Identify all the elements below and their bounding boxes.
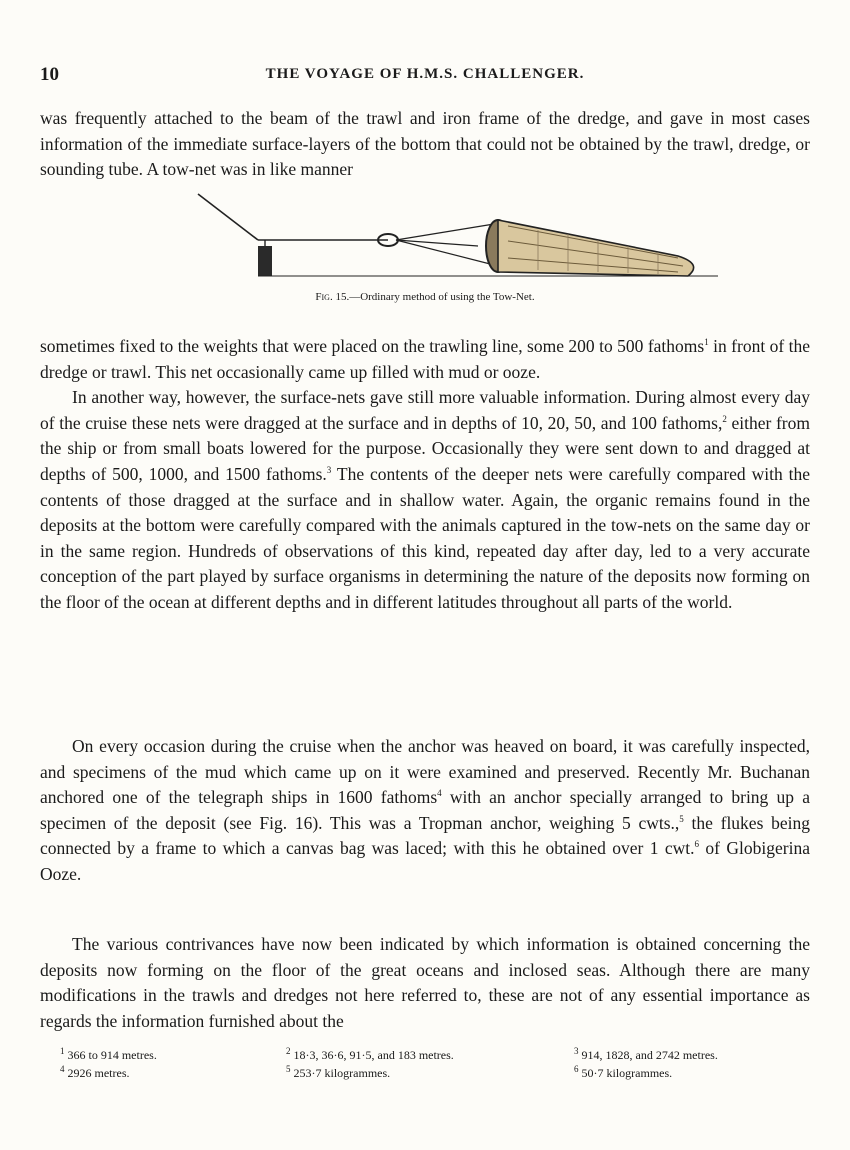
figure-label: Fig. 15. bbox=[315, 291, 350, 303]
paragraph-text: was frequently attached to the beam of the trawl and iron frame of the dredge, and gave in most cases information of the immediate surface-layers of the bottom that could not be obtained by the trawl, dredge, or sounding tube. A tow-net was in like manner bbox=[40, 108, 810, 180]
figure-caption bbox=[40, 291, 810, 303]
paragraph-text: sometimes fixed to the weights that were placed on the trawling line, some 200 to 500 fathoms$^1$ in front of the dredge or trawl. This net occasionally came up filled with mud or ooze. bbox=[40, 336, 810, 382]
body-paragraph-2 bbox=[40, 334, 810, 616]
page-header bbox=[40, 64, 810, 88]
footnote-row bbox=[40, 1064, 810, 1082]
body-paragraph-1 bbox=[40, 106, 810, 183]
footnote: $^5$ 253·7 kilogrammes. bbox=[286, 1064, 391, 1080]
body-paragraph-4 bbox=[40, 734, 810, 888]
footnote-row bbox=[40, 1046, 810, 1064]
paragraph-text: The various contrivances have now been indicated by which information is obtained concerning the deposits now forming on the floor of the great oceans and inclosed seas. Although there are many modifications in the trawls and dredges not here referred to, these are not of any essential importance as regards the information furnished about the bbox=[40, 934, 810, 1031]
footnote: $^4$ 2926 metres. bbox=[60, 1064, 130, 1080]
footnote: $^1$ 366 to 914 metres. bbox=[60, 1046, 157, 1062]
tow-net-illustration bbox=[158, 186, 718, 286]
paragraph-text: On every occasion during the cruise when the anchor was heaved on board, it was carefully inspected, and specimens of the mud which came up on it were examined and preserved. Recently Mr. Buchanan anchored one of the telegraph ships in 1600 fathoms$^4$ with an anchor specially arranged to bring up a specimen of the deposit (see Fig. 16). This was a Tropman anchor, weighing 5 cwts.,$^5$ the flukes being connected by a frame to which a canvas bag was laced; with this he obtained over 1 cwt.$^6$ of Globigerina Ooze. bbox=[40, 736, 810, 884]
footnotes bbox=[40, 1046, 810, 1082]
figure-caption-text: —Ordinary method of using the Tow-Net. bbox=[349, 291, 535, 303]
footnote: $^6$ 50·7 kilogrammes. bbox=[574, 1064, 673, 1080]
paragraph-text: In another way, however, the surface-nets gave still more valuable information. During almost every day of the cruise these nets were dragged at the surface and in depths of 10, 20, 50, and 100 fathoms,$^2$ either from the ship or from small boats lowered for the purpose. Occasionally they were sent down to and dragged at depths of 500, 1000, and 1500 fathoms.$^3$ The contents of the deeper nets were carefully compared with the contents of those dragged at the surface and in shallow water. Again, the organic remains found in the deposits at the bottom were carefully compared with the animals captured in the tow-nets on the same day or in the same region. Hundreds of observations of this kind, repeated day after day, led to a very accurate conception of the part played by surface organisms in determining the nature of the deposits now forming on the floor of the ocean at different depths and in different latitudes throughout all parts of the world. bbox=[40, 387, 810, 612]
footnote: $^2$ 18·3, 36·6, 91·5, and 183 metres. bbox=[286, 1046, 454, 1062]
body-paragraph-5 bbox=[40, 932, 810, 1034]
running-head: THE VOYAGE OF H.M.S. CHALLENGER. bbox=[265, 66, 585, 82]
tow-net-figure bbox=[158, 186, 718, 286]
footnote: $^3$ 914, 1828, and 2742 metres. bbox=[574, 1046, 718, 1062]
page-number: 10 bbox=[40, 64, 59, 85]
